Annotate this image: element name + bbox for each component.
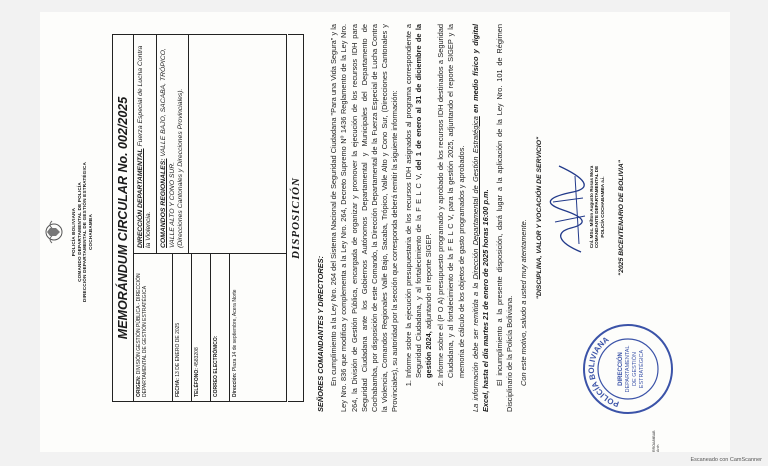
- note-text-b: Dirección Departamental de Gestión Estratégica: [470, 116, 480, 280]
- svg-text:POLICÍA BOLIVIANA: [587, 335, 620, 409]
- paragraph-legal-basis: En cumplimiento a la Ley Nro. 264 del Sistema Nacional de Seguridad Ciudadana "Para una Vida Segura" y la Ley Nro. 836 que modifica y complementa a la Ley Nro. 264, Decreto Supremo Nº 1436 Reglamento de la Ley Nro. 264, la División de Gestión Pública, encargada de organizar y promover la ejecución de los recursos IDH para Seguridad Ciudadana ante los Gobiernos Autónomos Departamental y Municipales del Departamento de Cochabamba, por disposición de este Comando, la Dirección Departamental de la Fuerza Especial de Lucha Contra la Violencia, Comandos Regionales Valle Bajo, Sacaba, Trópico, Valle Alto y Cono Sur, (Direcciones Cantonales y Provinciales), su autoridad por la sección que corresponda deberá remitir la siguiente información:: [329, 24, 400, 412]
- bicentenario-slogan: "2025 BICENTENARIO DE BOLIVIA": [618, 160, 626, 276]
- memo-title: MEMORÁNDUM CIRCULAR No. 002/2025: [113, 35, 134, 401]
- correo-label: CORREO ELECTRÓNICO:: [213, 335, 219, 397]
- police-emblem-icon: [44, 219, 64, 245]
- telefono-value: 4583208: [194, 347, 200, 367]
- signer-line-2: COMANDANTE DEPARTAMENTAL DE: [594, 165, 600, 249]
- destino-comandos-cell: [157, 35, 189, 253]
- motto: "DISCIPLINA, VALOR Y VOCACIÓN DE SERVICIO": [535, 136, 543, 300]
- seal-inner-line-3: DE GESTIÓN: [632, 352, 638, 386]
- list-item: [404, 24, 435, 378]
- initials-line-2: Arch.: [656, 443, 661, 452]
- initials-line-1: RROA/MBAB: [652, 430, 656, 452]
- origen-label: ORIGEN:: [136, 375, 142, 397]
- official-seal-icon: [580, 321, 676, 417]
- letterhead: [44, 22, 104, 442]
- item2-text: Informe sobre el (P O A) presupuesto programado y aprobado de los recursos IDH destinados a Seguridad Ciudadana, y al fortalecimiento de la F E L C V, para la gestión 2025, adjuntando el reporte SIGEP y la memoria de cálculo de los objetos de gasto programados y aprobados.: [436, 24, 466, 378]
- seal-outer-text: POLICÍA BOLIVIANA: [586, 334, 621, 409]
- destino-direccion-cell: [134, 35, 157, 253]
- seal-inner-line-1: DIRECCIÓN: [618, 352, 624, 386]
- scanner-watermark: Escaneado con CamScanner: [690, 457, 762, 463]
- telefono-cell: [192, 254, 211, 401]
- destino1-value: Fuerza Especial de Lucha Contra la Violencia.: [137, 45, 153, 248]
- origen-cell: [134, 254, 173, 401]
- item1-text-b: del 1 de enero al 31 de diciembre de la gestión 2024,: [413, 24, 434, 378]
- correo-cell: [211, 254, 230, 401]
- list-item: [436, 24, 467, 378]
- fecha-label: FECHA:: [175, 378, 181, 397]
- header-line-1: POLICÍA BOLIVIANA: [71, 207, 76, 257]
- direccion-cell: [230, 254, 248, 401]
- salutation: SEÑORES COMANDANTES Y DIRECTORES:: [316, 255, 325, 412]
- direccion-value: Plaza 14 de septiembre, Acera Norte: [232, 289, 238, 372]
- reference-initials: [652, 412, 660, 452]
- item1-text-c: adjuntando el reporte SIGEP.: [424, 233, 434, 330]
- header-line-3: DIRECCIÓN DEPARTAMENTAL DE GESTIÓN ESTRATÉGICA: [82, 162, 88, 302]
- signer-line-1: Cnl. MSc. Milton Augusto Rosas Mora: [589, 165, 595, 249]
- closing-line: Con este motivo, saludo a usted muy atentamente.: [518, 219, 528, 386]
- signer-name: [589, 142, 605, 272]
- paragraph-sanctions: El incumplimiento a la presente disposición, dará lugar a la aplicación de la Ley Nro. 101 de Régimen Disciplinario de la Policía Boliviana.: [495, 24, 515, 412]
- memo-origin-column: [134, 253, 287, 401]
- requirements-list: [404, 24, 467, 412]
- disposicion-heading: DISPOSICIÓN: [288, 34, 304, 402]
- header-line-4: COCHABAMBA: [87, 214, 93, 250]
- destino3-value: (Direcciones Cantonales y Direcciones Provinciales).: [176, 88, 184, 248]
- destino2-label: COMANDOS REGIONALES:: [160, 158, 168, 248]
- memo-info-box: [112, 34, 287, 402]
- item1-text-a: Informe sobre la ejecución presupuestaria de los recursos IDH asignados al programa correspondiente a Seguridad Ciudadana, y al fortalecimiento de la F E L C V,: [403, 24, 423, 378]
- telefono-label: TELÉFONO:: [194, 368, 200, 397]
- direccion-label: Dirección:: [232, 372, 238, 397]
- origen-value: DIVISIÓN GESTIÓN PÚBLICA - DIRECCIÓN DEPARTAMENTAL DE GESTIÓN ESTRATÉGICA: [136, 273, 149, 397]
- fecha-value: 13 DE ENERO DE 2025: [175, 322, 181, 377]
- note-text-c: en medio físico y digital Excel, hasta el día martes 21 de enero de 2025 horas 16:00 p.m.: [470, 24, 491, 412]
- deadline-note: [471, 24, 491, 412]
- document-sheet: [40, 12, 730, 452]
- header-line-2: COMANDO DEPARTAMENTAL DE POLICÍA: [76, 182, 82, 282]
- signer-line-3: POLICÍA COCHABAMBA a.i.: [599, 176, 605, 238]
- note-text-a: La información debe ser remitida a la: [470, 282, 480, 412]
- rotated-page: [40, 12, 730, 452]
- destino2-value: VALLE BAJO, SACABA, TRÓPICO, VALLE ALTO Y CONO SUR.: [160, 48, 176, 248]
- handwritten-signature-icon: [549, 152, 591, 262]
- destino1-label: DIRECCIÓN DEPARTAMENTAL: [137, 148, 144, 248]
- memo-destination-column: [134, 35, 287, 253]
- fecha-cell: [173, 254, 192, 401]
- empty-cell: [189, 35, 255, 253]
- seal-inner-line-4: ESTRATÉGICA: [639, 349, 645, 389]
- seal-inner-line-2: DEPARTAMENTAL: [625, 345, 631, 393]
